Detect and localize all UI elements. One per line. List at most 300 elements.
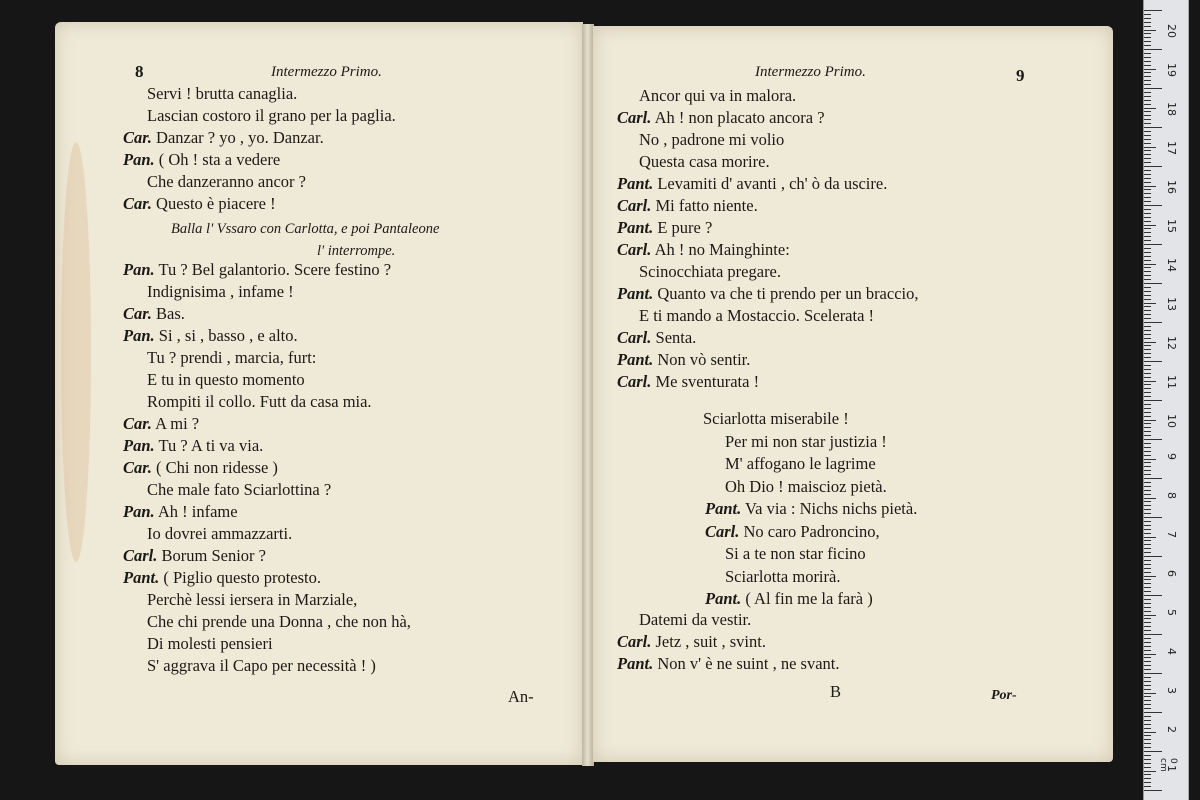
ruler-tick (1144, 279, 1151, 280)
ruler-tick (1144, 88, 1162, 89)
line-text: Borum Senior ? (161, 546, 267, 565)
ruler-tick (1144, 361, 1162, 362)
ruler-tick (1144, 486, 1151, 487)
ruler-tick (1144, 634, 1162, 635)
ruler-number: 10 (1165, 413, 1178, 428)
ruler-tick (1144, 69, 1156, 70)
ruler-tick (1144, 186, 1156, 187)
ruler-tick (1144, 33, 1151, 34)
ruler-tick (1144, 225, 1156, 226)
speaker-name: Pan. (123, 436, 155, 455)
line-text: Va via : Nichs nichs pietà. (745, 499, 918, 518)
ruler-tick (1144, 158, 1151, 159)
ruler-tick (1144, 478, 1162, 479)
ruler-tick (1144, 115, 1151, 116)
ruler-tick (1144, 201, 1151, 202)
ruler-tick (1144, 728, 1151, 729)
speaker-name: Car. (123, 128, 152, 147)
ruler-tick (1144, 427, 1151, 428)
ruler-tick (1144, 459, 1156, 460)
verse-line (147, 370, 305, 390)
verse-line (705, 499, 917, 519)
ruler-tick (1144, 572, 1151, 573)
speaker-name: Pant. (617, 350, 654, 369)
ruler-tick (1144, 100, 1151, 101)
line-text: No , padrone mi volio (639, 130, 785, 149)
ruler-tick (1144, 763, 1151, 764)
ruler-tick (1144, 283, 1162, 284)
ruler-tick (1144, 228, 1151, 229)
ruler-tick (1144, 603, 1151, 604)
ruler-tick (1144, 392, 1151, 393)
ruler-tick (1144, 583, 1151, 584)
line-text: Senta. (655, 328, 697, 347)
ruler-tick (1144, 248, 1151, 249)
line-text: Questa casa morire. (639, 152, 770, 171)
ruler-tick (1144, 420, 1156, 421)
verse-line (123, 568, 321, 588)
ruler-tick (1144, 681, 1151, 682)
verse-line (639, 152, 770, 172)
ruler-tick (1144, 72, 1151, 73)
ruler-tick (1144, 84, 1151, 85)
ruler-tick (1144, 232, 1151, 233)
verse-line (725, 544, 866, 564)
verse-line (123, 414, 199, 434)
ruler-tick (1144, 178, 1151, 179)
ruler-tick (1144, 474, 1151, 475)
ruler-tick (1144, 147, 1156, 148)
verse-line (703, 409, 849, 429)
line-text: Bas. (156, 304, 185, 323)
ruler-tick (1144, 599, 1151, 600)
ruler-tick (1144, 213, 1151, 214)
ruler-tick (1144, 264, 1156, 265)
speaker-name: Carl. (617, 196, 652, 215)
line-text: Per mi non star justizia ! (725, 431, 887, 451)
ruler-tick (1144, 743, 1151, 744)
ruler-tick (1144, 45, 1151, 46)
ruler-tick (1144, 162, 1151, 163)
ruler-number: 6 (1165, 569, 1178, 577)
ruler-tick (1144, 529, 1151, 530)
ruler-tick (1144, 630, 1151, 631)
line-text: Che male fato Sciarlottina ? (147, 480, 332, 499)
ruler-tick (1144, 37, 1151, 38)
verse-line (147, 634, 273, 654)
ruler-tick (1144, 751, 1162, 752)
ruler-tick (1144, 287, 1151, 288)
ruler-tick (1144, 291, 1151, 292)
ruler-number: 1 (1165, 764, 1178, 772)
line-text: ( Oh ! sta a vedere (158, 150, 281, 169)
ruler-tick (1144, 154, 1151, 155)
ruler-tick (1144, 256, 1151, 257)
speaker-name: Car. (123, 304, 152, 323)
ruler-tick (1144, 447, 1151, 448)
ruler-tick (1144, 123, 1151, 124)
ruler-number: 18 (1165, 101, 1178, 116)
verse-line (147, 172, 306, 192)
line-text: Perchè lessi iersera in Marziale, (147, 590, 358, 609)
ruler-tick (1144, 381, 1156, 382)
line-text: Lascian costoro il grano per la paglia. (147, 106, 396, 125)
ruler-tick (1144, 76, 1151, 77)
line-text: Levamiti d' avanti , ch' ò da uscire. (657, 174, 888, 193)
ruler-tick (1144, 591, 1151, 592)
ruler-tick (1144, 369, 1151, 370)
line-text: Sciarlotta morirà. (725, 566, 841, 586)
speaker-name: Pant. (617, 654, 654, 673)
ruler-tick (1144, 466, 1151, 467)
ruler-tick (1144, 377, 1151, 378)
ruler-tick (1144, 65, 1151, 66)
ruler-tick (1144, 357, 1151, 358)
line-text: Datemi da vestir. (639, 610, 752, 629)
ruler-tick (1144, 96, 1151, 97)
line-text: Tu ? A ti va via. (158, 436, 264, 455)
ruler-tick (1144, 318, 1151, 319)
ruler-tick (1144, 338, 1151, 339)
verse-line (725, 432, 887, 452)
line-text: Me sventurata ! (655, 372, 760, 391)
ruler-tick (1144, 774, 1151, 775)
ruler-tick (1144, 540, 1151, 541)
ruler-tick (1144, 303, 1156, 304)
ruler-tick (1144, 111, 1151, 112)
line-text: Io dovrei ammazzarti. (147, 524, 293, 543)
ruler-tick (1144, 626, 1151, 627)
ruler-tick (1144, 310, 1151, 311)
ruler-tick (1144, 342, 1156, 343)
ruler-tick (1144, 30, 1156, 31)
line-text: M' affogano le lagrime (725, 454, 876, 473)
line-text: Che danzeranno ancor ? (147, 172, 306, 191)
ruler-number: 19 (1165, 62, 1178, 77)
line-text: E tu in questo momento (147, 370, 305, 389)
verse-line (123, 436, 263, 456)
verse-line (123, 194, 276, 214)
verse-line (617, 174, 887, 194)
ruler-tick (1144, 205, 1162, 206)
line-text: Si a te non star ficino (725, 544, 866, 563)
ruler-number: 4 (1165, 647, 1178, 655)
line-text: Ah ! infame (157, 502, 238, 521)
speaker-name: Car. (123, 458, 152, 477)
verse-line (639, 130, 784, 150)
ruler-tick (1144, 41, 1151, 42)
ruler-tick (1144, 517, 1162, 518)
ruler-tick (1144, 416, 1151, 417)
ruler-number: 7 (1165, 530, 1178, 538)
ruler-tick (1144, 170, 1151, 171)
line-text: Rompiti il collo. Futt da casa mia. (147, 392, 372, 411)
ruler-tick (1144, 345, 1151, 346)
verse-line (617, 240, 790, 260)
stage-direction: l' interrompe. (317, 243, 396, 259)
ruler-tick (1144, 782, 1151, 783)
ruler-tick (1144, 732, 1156, 733)
ruler-tick (1144, 388, 1151, 389)
ruler-tick (1144, 240, 1151, 241)
ruler-tick (1144, 661, 1151, 662)
speaker-name: Pan. (123, 326, 155, 345)
line-text: Non v' è ne suint , ne svant. (657, 654, 840, 673)
speaker-name: Pant. (617, 284, 654, 303)
ruler-tick (1144, 330, 1151, 331)
ruler-number: 12 (1165, 335, 1178, 350)
ruler-tick (1144, 689, 1151, 690)
right-page (593, 26, 1113, 762)
ruler-tick (1144, 14, 1151, 15)
page-number: 9 (1016, 66, 1025, 85)
verse-line (147, 612, 411, 632)
ruler-tick (1144, 693, 1156, 694)
speaker-name: Pant. (617, 218, 654, 237)
ruler-number: 13 (1165, 296, 1178, 311)
line-text: ( Al fin me la farà ) (745, 589, 873, 608)
speaker-name: Pan. (123, 260, 155, 279)
ruler-tick (1144, 704, 1151, 705)
ruler-tick (1144, 685, 1151, 686)
ruler-number: 9 (1165, 452, 1178, 460)
ruler-tick (1144, 455, 1151, 456)
verse-line (705, 522, 880, 542)
ruler-tick (1144, 396, 1151, 397)
ruler-tick (1144, 384, 1151, 385)
ruler-tick (1144, 552, 1151, 553)
line-text: E ti mando a Mostaccio. Scelerata ! (639, 306, 875, 325)
ruler-tick (1144, 373, 1151, 374)
ruler-tick (1144, 579, 1151, 580)
ruler-number: 15 (1165, 218, 1178, 233)
ruler-tick (1144, 365, 1151, 366)
line-text: Jetz , suit , svint. (655, 632, 766, 651)
ruler-tick (1144, 611, 1151, 612)
line-text: Scinocchiata pregare. (639, 262, 782, 281)
verse-line (725, 567, 840, 587)
verse-line (123, 128, 324, 148)
ruler-tick (1144, 439, 1162, 440)
speaker-name: Carl. (123, 546, 158, 565)
ruler-tick (1144, 431, 1151, 432)
line-text: Oh Dio ! maiscioz pietà. (725, 476, 887, 496)
ruler-tick (1144, 150, 1151, 151)
speaker-name: Car. (123, 414, 152, 433)
line-text: Che chi prende una Donna , che non hà, (147, 612, 411, 631)
verse-line (617, 196, 758, 216)
ruler-tick (1144, 189, 1151, 190)
ruler-tick (1144, 673, 1162, 674)
ruler-tick (1144, 22, 1151, 23)
ruler-tick (1144, 349, 1151, 350)
ruler-tick (1144, 353, 1151, 354)
line-text: Mi fatto niente. (655, 196, 758, 215)
speaker-name: Pant. (617, 174, 654, 193)
verse-line (639, 306, 874, 326)
ruler-tick (1144, 696, 1151, 697)
ruler-tick (1144, 470, 1151, 471)
verse-line (123, 458, 278, 478)
line-text: E pure ? (657, 218, 713, 237)
verse-line (147, 84, 297, 104)
verse-line (617, 328, 696, 348)
ruler-tick (1144, 209, 1151, 210)
verse-line (617, 350, 750, 370)
line-text: Quanto va che ti prendo per un braccio, (657, 284, 919, 303)
ruler-tick (1144, 322, 1162, 323)
ruler-tick (1144, 404, 1151, 405)
line-text: Questo è piacere ! (156, 194, 276, 213)
ruler-tick (1144, 739, 1151, 740)
verse-line (617, 632, 766, 652)
verse-line (147, 656, 376, 676)
verse-line (147, 348, 316, 368)
ruler-tick (1144, 560, 1151, 561)
ruler-tick (1144, 108, 1156, 109)
ruler-tick (1144, 778, 1151, 779)
ruler-tick (1144, 638, 1151, 639)
ruler-tick (1144, 166, 1162, 167)
verse-line (123, 326, 298, 346)
speaker-name: Carl. (617, 240, 652, 259)
speaker-name: Pant. (705, 499, 742, 518)
ruler-tick (1144, 104, 1151, 105)
ruler-tick (1144, 174, 1151, 175)
ruler-tick (1144, 735, 1151, 736)
line-text: No caro Padroncino, (743, 521, 880, 541)
ruler-tick (1144, 505, 1151, 506)
ruler-tick (1144, 260, 1151, 261)
signature-mark: B (830, 682, 842, 701)
ruler-number: 2 (1165, 725, 1178, 733)
ruler-tick (1144, 435, 1151, 436)
verse-line (617, 372, 759, 392)
speaker-name: Pant. (705, 589, 742, 608)
ruler-tick (1144, 716, 1151, 717)
ruler-tick (1144, 700, 1151, 701)
ruler-tick (1144, 509, 1151, 510)
verse-line (147, 480, 331, 500)
ruler-tick (1144, 482, 1151, 483)
ruler-tick (1144, 92, 1151, 93)
verse-line (617, 108, 825, 128)
ruler-tick (1144, 755, 1151, 756)
ruler-tick (1144, 408, 1151, 409)
verse-line (725, 454, 876, 474)
ruler-number: 17 (1165, 140, 1178, 155)
line-text: Ah ! no Mainghinte: (654, 240, 790, 259)
verse-line (725, 477, 887, 497)
ruler-tick (1144, 720, 1151, 721)
ruler-tick (1144, 10, 1162, 11)
verse-line (617, 654, 840, 674)
verse-line (617, 284, 919, 304)
line-text: Danzar ? yo , yo. Danzar. (156, 128, 324, 147)
ruler-tick (1144, 451, 1151, 452)
ruler-tick (1144, 119, 1151, 120)
ruler-tick (1144, 724, 1151, 725)
catchword: Por- (991, 688, 1017, 703)
ruler-tick (1144, 544, 1151, 545)
ruler-tick (1144, 587, 1151, 588)
ruler-tick (1144, 193, 1151, 194)
ruler-tick (1144, 568, 1151, 569)
ruler-tick (1144, 595, 1162, 596)
paper-stain (61, 142, 91, 562)
ruler-tick (1144, 654, 1156, 655)
ruler-tick (1144, 490, 1151, 491)
ruler-number: 20 (1165, 23, 1178, 38)
speaker-name: Pant. (123, 568, 160, 587)
ruler-tick (1144, 423, 1151, 424)
line-text: Ancor qui va in malora. (639, 86, 797, 105)
ruler-tick (1144, 657, 1151, 658)
ruler-tick (1144, 494, 1151, 495)
line-text: Ah ! non placato ancora ? (654, 108, 825, 127)
catchword: An- (508, 687, 534, 706)
ruler-tick (1144, 533, 1151, 534)
verse-line (639, 262, 781, 282)
ruler-tick (1144, 556, 1162, 557)
verse-line (147, 392, 372, 412)
ruler-tick (1144, 443, 1151, 444)
ruler-tick (1144, 217, 1151, 218)
speaker-name: Carl. (617, 108, 652, 127)
ruler-tick (1144, 26, 1151, 27)
ruler-tick (1144, 665, 1151, 666)
ruler-number: 14 (1165, 257, 1178, 272)
ruler-tick (1144, 677, 1151, 678)
ruler-unit-label: 0 cm (1158, 758, 1178, 772)
measurement-ruler (1143, 0, 1189, 800)
verse-line (639, 86, 796, 106)
ruler-tick (1144, 521, 1151, 522)
ruler-number: 3 (1165, 686, 1178, 694)
page-number: 8 (135, 62, 144, 81)
line-text: Tu ? Bel galantorio. Scere festino ? (158, 260, 392, 279)
ruler-tick (1144, 306, 1151, 307)
verse-line (123, 546, 266, 566)
running-head: Intermezzo Primo. (755, 64, 866, 80)
line-text: S' aggrava il Capo per necessità ! ) (147, 656, 376, 675)
speaker-name: Car. (123, 194, 152, 213)
ruler-tick (1144, 537, 1156, 538)
ruler-tick (1144, 767, 1151, 768)
verse-line (147, 106, 396, 126)
speaker-name: Carl. (617, 328, 652, 347)
ruler-tick (1144, 197, 1151, 198)
line-text: Di molesti pensieri (147, 634, 273, 653)
line-text: ( Piglio questo protesto. (163, 568, 322, 587)
line-text: Sciarlotta miserabile ! (703, 409, 849, 428)
ruler-tick (1144, 61, 1151, 62)
line-text: ( Chi non ridesse ) (156, 458, 278, 477)
ruler-tick (1144, 498, 1156, 499)
ruler-tick (1144, 548, 1151, 549)
ruler-tick (1144, 131, 1151, 132)
running-head: Intermezzo Primo. (271, 64, 382, 80)
line-text: Tu ? prendi , marcia, furt: (147, 348, 317, 367)
speaker-name: Carl. (617, 372, 652, 391)
ruler-tick (1144, 135, 1151, 136)
ruler-tick (1144, 252, 1151, 253)
ruler-tick (1144, 771, 1156, 772)
ruler-tick (1144, 576, 1156, 577)
verse-line (147, 524, 292, 544)
ruler-tick (1144, 615, 1156, 616)
ruler-number: 11 (1165, 374, 1178, 389)
